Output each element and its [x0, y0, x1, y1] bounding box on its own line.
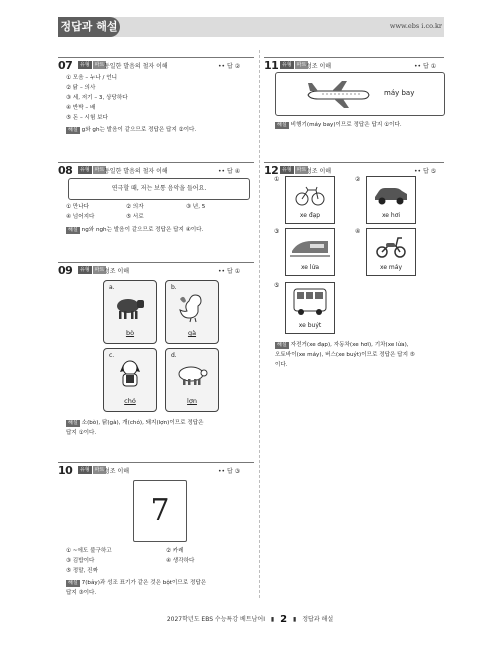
q10-exp-text-2: 답지 ③이다.	[66, 590, 97, 596]
q11-exp-tag: 해설	[277, 122, 287, 128]
q07-option-1: ① 모음 – 누나 / 언니	[66, 75, 118, 81]
q09-card-b-word: gà	[187, 329, 197, 337]
airplane-icon	[306, 79, 370, 109]
q11-answer: •• 답 ①	[414, 63, 437, 70]
q12-pic-5-word: xe buýt	[298, 322, 322, 329]
q09-card-d-word: lợn	[187, 397, 197, 405]
car-icon	[373, 185, 409, 205]
column-divider	[259, 50, 260, 598]
q08-option-3: ③ 년, 5	[186, 204, 206, 210]
q09-title: 성조 이해	[104, 268, 130, 275]
q09-tags	[78, 266, 106, 274]
q09-number: 09	[58, 264, 73, 277]
q11-word: máy bay	[384, 89, 415, 97]
q12-rule	[264, 162, 444, 163]
q12-pic-motorbike	[366, 228, 416, 276]
q07-option-4: ④ 반박 – 배	[66, 105, 96, 111]
q09-card-d-label: d.	[171, 352, 177, 359]
q08-option-1: ① 만나다	[66, 204, 90, 210]
q07-option-5: ⑤ 돈 – 시험 보다	[66, 115, 108, 121]
q11-picture-box	[275, 72, 445, 116]
q12-pic-4-label: ④	[355, 228, 361, 235]
q07-tags	[78, 61, 106, 69]
q08-number: 08	[58, 164, 73, 177]
bicycle-icon	[294, 183, 326, 207]
q12-pic-train	[285, 228, 335, 276]
q08-sentence: 연극할 때, 저는 보통 음악을 들어요.	[111, 185, 207, 192]
q07-exp-tag: 해설	[68, 127, 78, 133]
q10-digit: 7	[150, 493, 170, 528]
q09-exp-tag: 해설	[68, 420, 78, 426]
q11-tag-part: 파트	[296, 62, 307, 68]
q08-sentence-box	[68, 178, 250, 200]
q12-exp-line-3: 이다.	[275, 362, 288, 368]
q09-exp-text: 소(bò), 닭(gà), 개(chó), 돼지(lợn)이므로 정답은	[81, 420, 204, 426]
motorbike-icon	[375, 233, 407, 259]
q12-pic-bicycle	[285, 176, 335, 224]
q12-pic-bus	[285, 282, 335, 334]
q12-tag-part: 파트	[296, 167, 307, 173]
q10-option-1: ① ~에도 불구하고	[66, 548, 112, 554]
q09-card-cow	[103, 280, 157, 344]
q09-card-dog	[103, 348, 157, 412]
q07-rule	[58, 57, 254, 58]
q08-exp-tag: 해설	[68, 227, 78, 233]
q07-option-2: ② 닭 – 의사	[66, 85, 96, 91]
q11-tags	[280, 61, 308, 69]
q09-card-rooster	[165, 280, 219, 344]
q10-exp-text: 7(bảy)과 성조 표기가 같은 것은 bột이므로 정답은	[81, 580, 207, 586]
q12-pic-2-label: ②	[355, 176, 361, 183]
q12-tags	[280, 166, 308, 174]
q12-pic-3-label: ③	[274, 228, 280, 235]
q09-tag-part: 파트	[94, 267, 105, 273]
q12-pic-1-word: xe đạp	[299, 212, 321, 219]
q10-option-2: ② 카레	[166, 548, 184, 554]
q08-answer: •• 답 ④	[218, 168, 241, 175]
q10-tags	[78, 466, 106, 474]
q12-pic-5-label: ⑤	[274, 282, 280, 289]
q09-explanation	[66, 418, 204, 438]
cow-icon	[113, 293, 147, 321]
q12-answer: •• 답 ⑤	[414, 168, 437, 175]
q10-option-3: ③ 김밥이다	[66, 558, 95, 564]
q10-exp-tag: 해설	[68, 580, 78, 586]
footer-book-title: 2027학년도 EBS 수능특강 베트남어Ⅰ	[166, 616, 265, 623]
q10-number-card	[133, 480, 187, 542]
q12-pic-4-word: xe máy	[379, 264, 403, 271]
q09-card-pig	[165, 348, 219, 412]
q08-option-2: ② 의자	[126, 204, 144, 210]
q11-title: 성조 이해	[306, 63, 332, 70]
q09-answer: •• 답 ①	[218, 268, 241, 275]
section-title-tab: 정답과 해설	[58, 17, 120, 37]
q09-rule	[58, 262, 254, 263]
q10-title: 성조 이해	[104, 468, 130, 475]
q09-card-a-label: a.	[109, 284, 115, 291]
q12-explanation	[275, 340, 415, 370]
q08-option-5: ⑤ 서로	[126, 214, 144, 220]
q12-title: 성조 이해	[306, 168, 332, 175]
q07-explanation	[66, 125, 196, 135]
website-url: www.ebs i.co.kr	[389, 22, 442, 30]
q09-exp-text-2: 답지 ①이다.	[66, 430, 97, 436]
q11-number: 11	[264, 59, 279, 72]
q09-card-c-label: c.	[109, 352, 115, 359]
q07-title: 동일한 발음의 철자 이해	[104, 63, 168, 70]
q11-exp-text: 비행기(máy bay)이므로 정답은 답지 ①이다.	[290, 122, 402, 128]
q07-number: 07	[58, 59, 73, 72]
q12-number: 12	[264, 164, 279, 177]
q08-rule	[58, 162, 254, 163]
q08-explanation	[66, 225, 203, 235]
q07-answer: •• 답 ②	[218, 63, 241, 70]
q10-explanation	[66, 578, 206, 598]
q12-pic-1-label: ①	[274, 176, 280, 183]
q08-tags	[78, 166, 106, 174]
q11-explanation	[275, 120, 402, 130]
q10-rule	[58, 462, 254, 463]
q09-card-c-word: chó	[124, 397, 136, 405]
bus-icon	[292, 287, 328, 317]
q10-tag-type: 유형	[80, 467, 90, 473]
q07-option-3: ③ 세, 저기 – 3, 상당하다	[66, 95, 128, 101]
q07-tag-type: 유형	[80, 62, 90, 68]
q11-rule	[264, 57, 444, 58]
q10-option-4: ④ 생각하다	[166, 558, 195, 564]
q08-exp-text: ng와 ngh는 발음이 같으므로 정답은 답지 ④이다.	[81, 227, 204, 233]
q08-tag-type: 유형	[80, 167, 90, 173]
q10-answer: •• 답 ③	[218, 468, 241, 475]
q07-options	[66, 73, 128, 123]
q08-option-4: ④ 넘어지다	[66, 214, 95, 220]
q09-tag-type: 유형	[80, 267, 90, 273]
q08-title: 동일한 발음의 철자 이해	[104, 168, 168, 175]
page-footer: 2027학년도 EBS 수능특강 베트남어Ⅰ ▮ 2 ▮ 정답과 해설	[166, 614, 334, 625]
dog-icon	[117, 359, 143, 389]
footer-section: 정답과 해설	[302, 616, 334, 623]
q07-exp-text: g와 gh는 발음이 같으므로 정답은 답지 ②이다.	[81, 127, 197, 133]
q08-tag-part: 파트	[94, 167, 105, 173]
q09-card-a-word: bò	[125, 329, 135, 337]
pig-icon	[175, 363, 209, 387]
q08-options	[66, 202, 256, 222]
page-number: 2	[280, 614, 288, 625]
q12-pic-2-word: xe hơi	[381, 212, 401, 219]
q09-card-b-label: b.	[171, 284, 177, 291]
q12-tag-type: 유형	[282, 167, 292, 173]
q10-option-5: ⑤ 정말, 진짜	[66, 568, 98, 574]
q12-pic-3-word: xe lửa	[300, 264, 320, 271]
q10-number: 10	[58, 464, 73, 477]
q11-tag-type: 유형	[282, 62, 292, 68]
q12-exp-line-1: 자전거(xe đạp), 자동차(xe hơi), 기차(xe lửa),	[290, 342, 409, 348]
q12-pic-car	[366, 176, 416, 224]
q12-exp-line-2: 오토바이(xe máy), 버스(xe buýt)이므로 정답은 답지 ⑤	[275, 352, 415, 358]
train-icon	[290, 237, 330, 259]
rooster-icon	[177, 291, 207, 323]
q12-exp-tag: 해설	[277, 342, 287, 348]
q07-tag-part: 파트	[94, 62, 105, 68]
q10-options	[66, 546, 256, 576]
q10-tag-part: 파트	[94, 467, 105, 473]
